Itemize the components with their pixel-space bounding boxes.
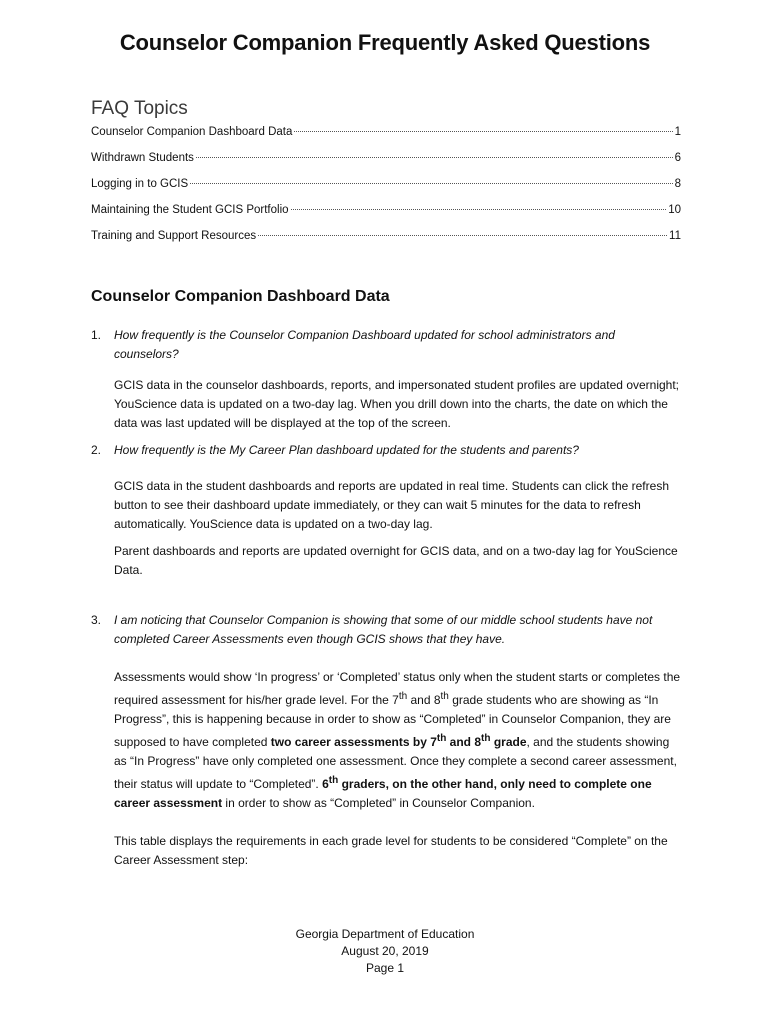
footer-org: Georgia Department of Education [295,927,475,941]
faq-question: How frequently is the Counselor Companion Dashboard updated for school administrators and counselors? [114,328,615,361]
toc-entry-page: 1 [674,126,681,138]
toc-entry-label: Logging in to GCIS [91,178,189,190]
superscript: th [481,733,491,744]
toc-entry[interactable] [91,150,681,176]
toc-entry-label: Withdrawn Students [91,152,194,164]
toc-entry[interactable] [91,176,681,202]
toc-entry-page: 11 [669,230,681,242]
faq-item-number: 3. [91,613,102,627]
answer-text: Assessments would show ‘In progress’ or ‘Completed’ status only when the student starts or completes the required assessment for his/her grade level. For the 7 [114,670,681,707]
faq-answer: GCIS data in the counselor dashboards, reports, and impersonated student profiles are updated overnight; YouScience data is updated on a two-day lag. When you drill down into the charts, the date on which the data was last updated will be displayed at the top of the screen. [114,378,680,430]
faq-topics-heading: FAQ Topics [91,98,188,119]
table-of-contents [91,124,681,254]
toc-entry-label: Training and Support Resources [91,230,257,242]
superscript: th [398,691,408,702]
superscript: th [328,775,339,786]
toc-entry[interactable] [91,124,681,150]
toc-entry[interactable] [91,202,681,228]
toc-entry-page: 10 [668,204,681,216]
bold-text: 6 [322,777,329,791]
footer-page-number: Page 1 [365,961,405,975]
superscript: th [436,733,447,744]
superscript: th [440,691,449,702]
toc-leader-dots [291,209,667,210]
answer-text: grade students who are showing as “In Progress”, this is happening because in order to show as “Completed” in Counselor Companion, they are supposed to have completed [114,693,671,749]
bold-text: two career assessments by 7 [270,735,437,749]
toc-leader-dots [190,183,672,184]
page-footer [0,926,770,977]
toc-leader-dots [294,131,672,132]
toc-entry-page: 8 [674,178,681,190]
bold-text: grade [490,735,527,749]
faq-question: How frequently is the My Career Plan dashboard updated for the students and parents? [114,443,579,457]
bold-text: and 8 [446,735,482,749]
footer-date: August 20, 2019 [341,944,429,958]
toc-entry-label: Counselor Companion Dashboard Data [91,126,293,138]
toc-leader-dots [196,157,673,158]
faq-answer [114,668,681,813]
toc-leader-dots [258,235,667,236]
page-title: Counselor Companion Frequently Asked Questions [119,30,651,55]
faq-answer: GCIS data in the student dashboards and reports are updated in real time. Students can click the refresh button to see their dashboard update immediately, or they can wait 5 minutes for the data to refresh automatically. YouScience data is updated on a two-day lag. [114,479,669,531]
section-heading: Counselor Companion Dashboard Data [91,288,390,305]
faq-item-number: 1. [91,328,102,342]
toc-entry[interactable] [91,228,681,254]
faq-item-3 [91,611,681,870]
bold-emphasis [271,735,527,749]
faq-item-number: 2. [91,443,102,457]
faq-answer-parents: Parent dashboards and reports are updated overnight for GCIS data, and on a two-day lag for YouScience Data. [114,544,678,577]
toc-entry-page: 6 [674,152,681,164]
faq-item-2 [91,441,681,580]
answer-text: in order to show as “Completed” in Counselor Companion. [222,796,535,810]
toc-entry-label: Maintaining the Student GCIS Portfolio [91,204,289,216]
faq-answer-table-intro: This table displays the requirements in each grade level for students to be considered “Complete” on the Career Assessment step: [114,834,668,867]
faq-item-1 [91,326,681,433]
answer-text: , and the students showing as “In Progress” have only completed one assessment. Once they complete a second career assessment, their status will update to “Completed”. [114,735,677,791]
bold-text: graders, on the other hand, only need to complete one career assessment [114,777,652,810]
answer-text: and 8 [407,693,441,707]
faq-question: I am noticing that Counselor Companion is showing that some of our middle school students have not completed Career Assessments even though GCIS shows that they have. [114,613,653,646]
